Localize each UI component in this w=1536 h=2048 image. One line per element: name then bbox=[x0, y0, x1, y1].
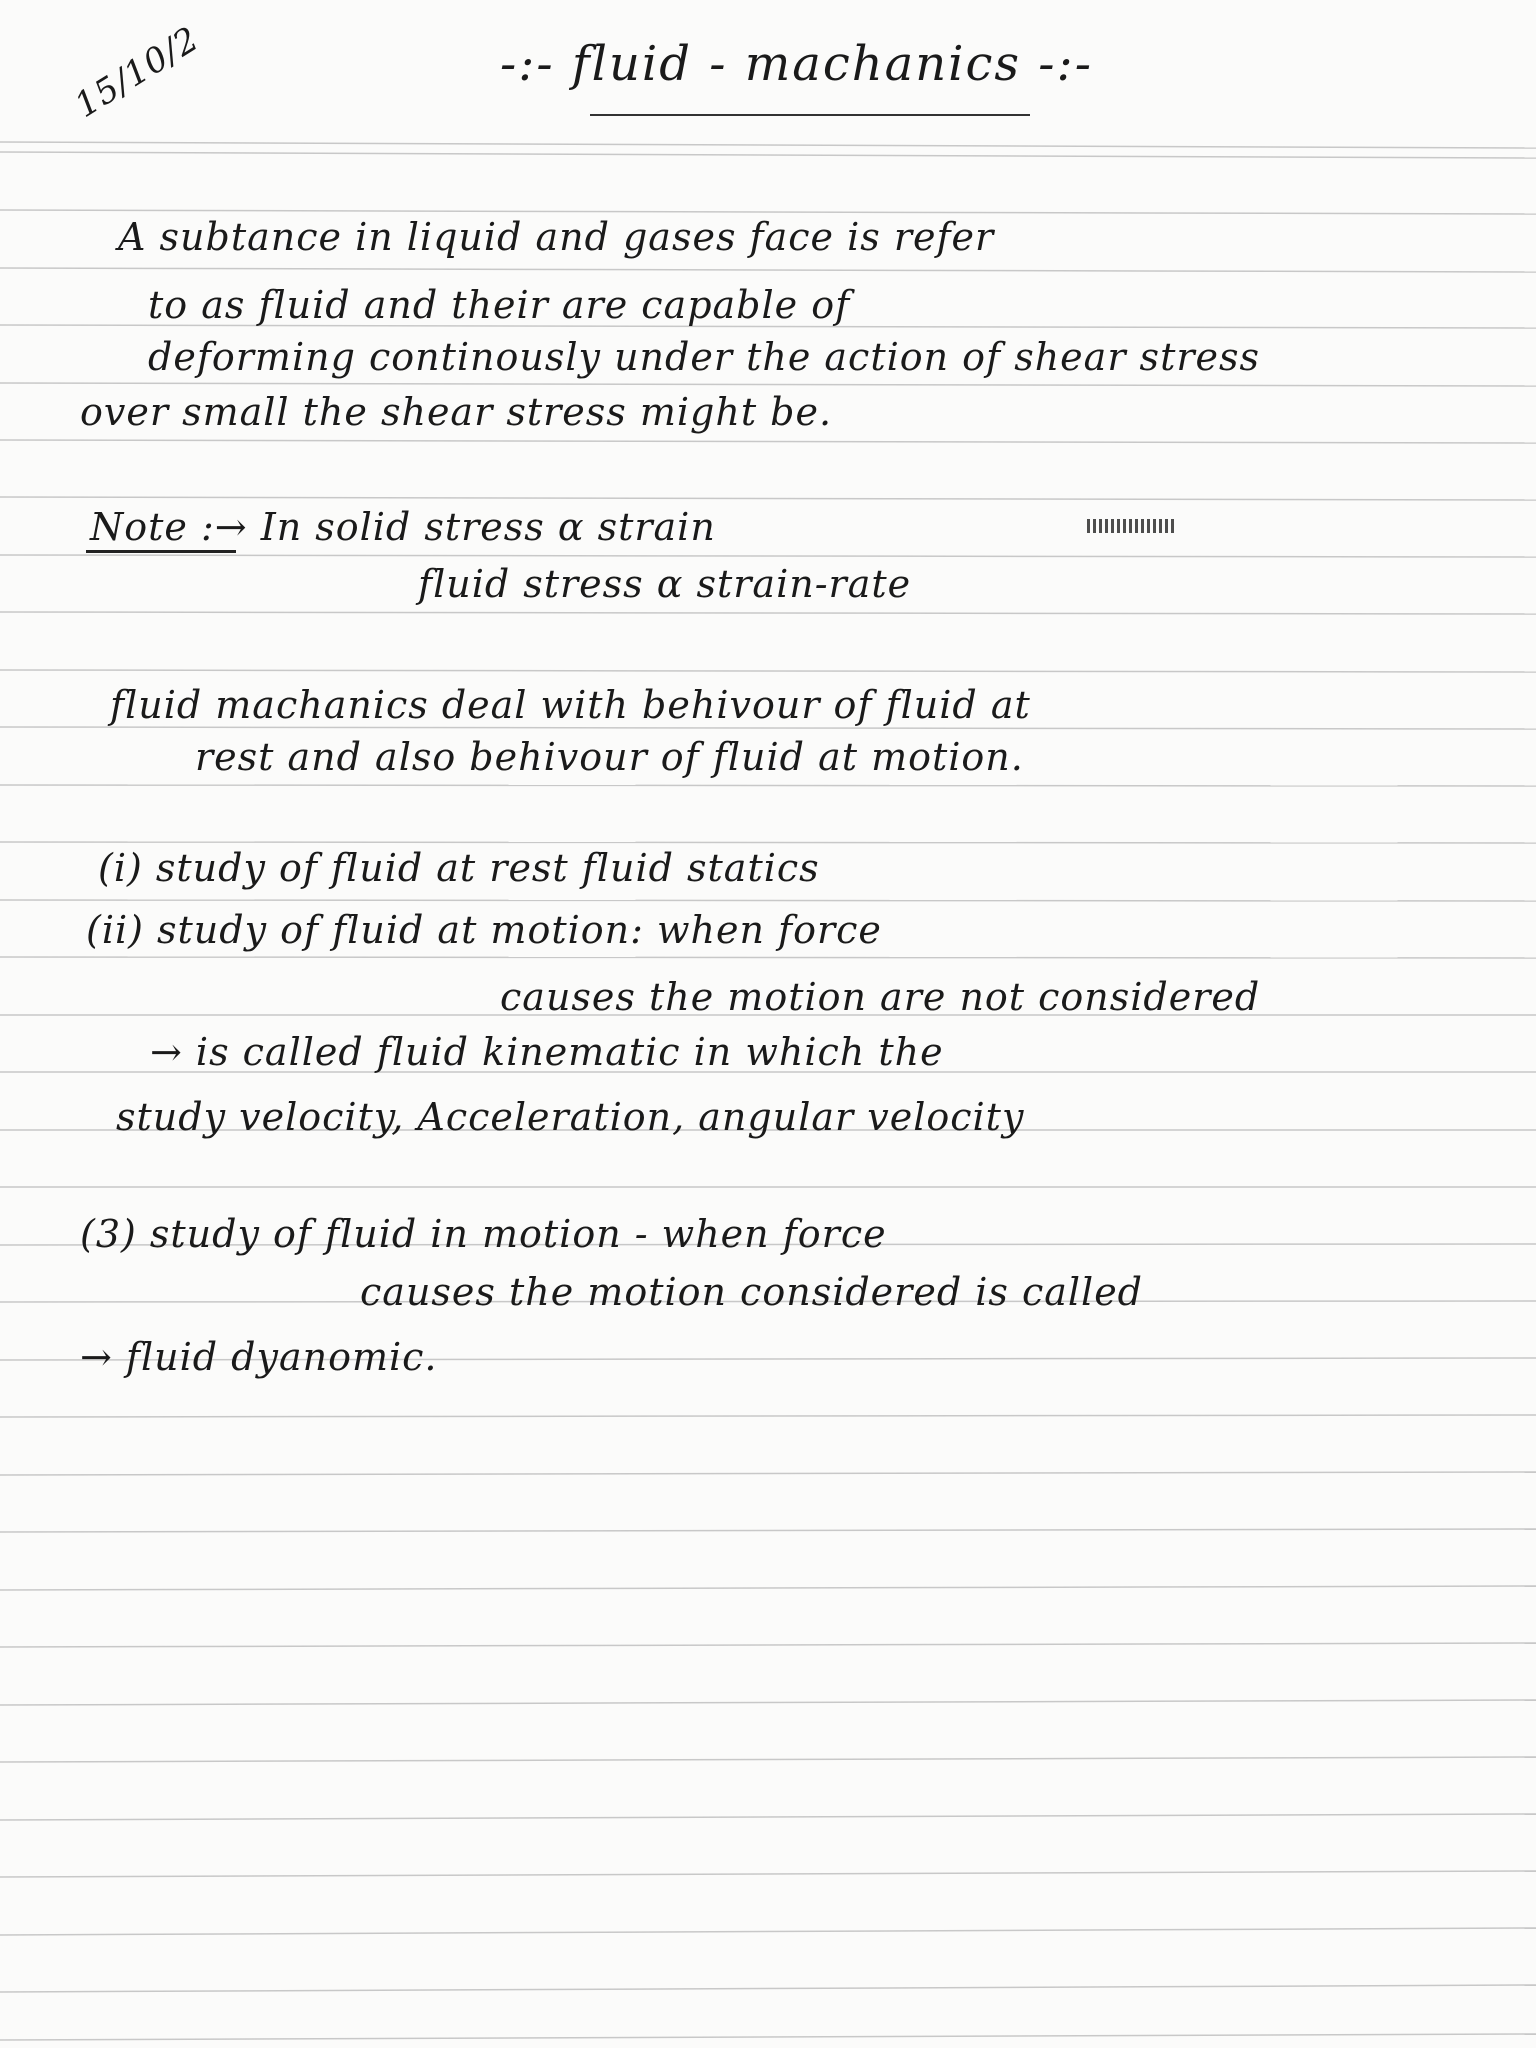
list-item-3-continued: causes the motion considered is called bbox=[360, 1270, 1144, 1314]
paragraph2-line1: fluid machanics deal with behivour of fluid at bbox=[110, 683, 1031, 727]
strikethrough-scribble bbox=[1087, 519, 1177, 533]
page-date: 15/10/2 bbox=[68, 18, 207, 126]
paragraph1-line3: deforming continously under the action of shear stress bbox=[148, 335, 1260, 379]
list-item-1: (i) study of fluid at rest fluid statics bbox=[98, 846, 820, 890]
page-title: -:- fluid - machanics -:- bbox=[500, 36, 1093, 92]
list-item-2: (ii) study of fluid at motion: when force bbox=[86, 908, 882, 952]
note-underline bbox=[86, 550, 236, 553]
paragraph2-line2: rest and also behivour of fluid at motion. bbox=[195, 735, 1024, 779]
title-underline bbox=[590, 114, 1030, 116]
list-item-2-continued-3: study velocity, Acceleration, angular velocity bbox=[116, 1095, 1025, 1139]
paragraph1-line4: over small the shear stress might be. bbox=[80, 390, 833, 434]
list-item-2-continued: causes the motion are not considered bbox=[500, 975, 1261, 1019]
paragraph1-line2: to as fluid and their are capable of bbox=[148, 283, 851, 327]
list-item-2-continued-2: → is called fluid kinematic in which the bbox=[150, 1030, 944, 1074]
note-line1: Note :→ In solid stress α strain bbox=[90, 505, 716, 549]
list-item-3-continued-2: → fluid dyanomic. bbox=[80, 1335, 438, 1379]
list-item-3: (3) study of fluid in motion - when force bbox=[80, 1212, 887, 1256]
note-line2: fluid stress α strain-rate bbox=[418, 562, 912, 606]
paragraph1-line1: A subtance in liquid and gases face is refer bbox=[118, 215, 995, 259]
